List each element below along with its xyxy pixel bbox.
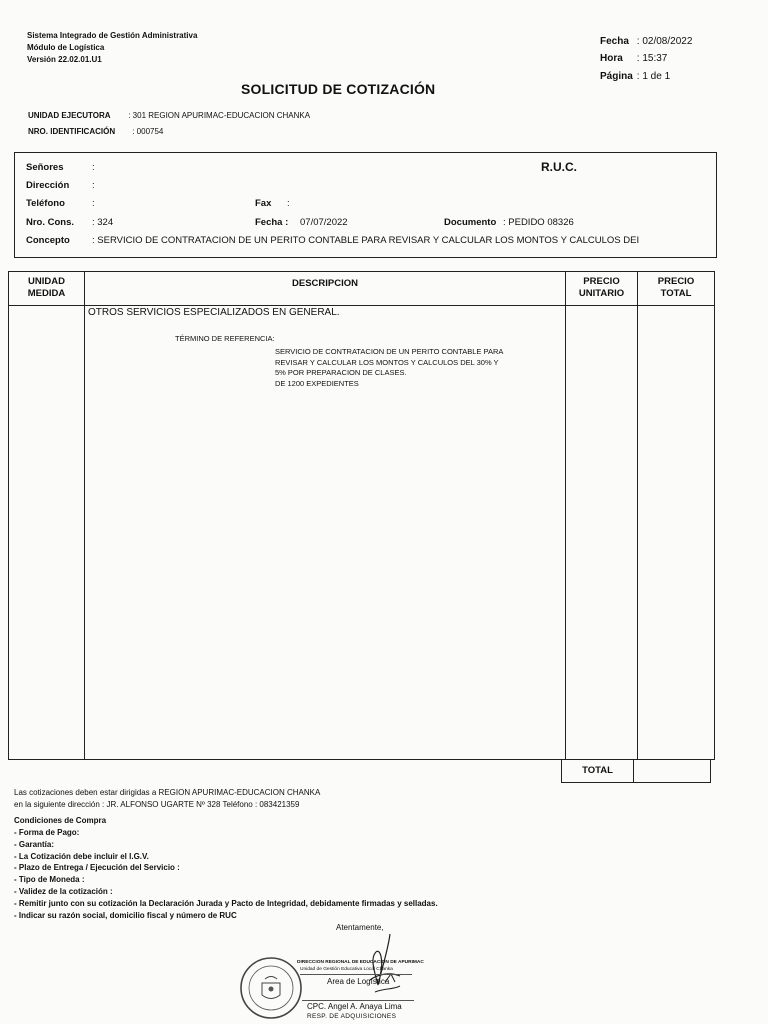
meta-fecha-label: Fecha xyxy=(600,36,629,47)
items-table xyxy=(8,271,715,760)
total-divider xyxy=(633,759,634,782)
col-header-unidad-line1: UNIDAD xyxy=(28,276,65,287)
total-label: TOTAL xyxy=(582,765,613,776)
col-header-pt-line2: TOTAL xyxy=(660,288,692,299)
nro-identificacion-label: NRO. IDENTIFICACIÓN xyxy=(28,127,116,136)
meta-hora-value: : 15:37 xyxy=(636,53,668,64)
col-header-pu-line1: PRECIO xyxy=(583,276,620,287)
col-header-descripcion: DESCRIPCION xyxy=(292,278,358,289)
ref-line: 5% POR PREPARACION DE CLASES. xyxy=(275,368,407,377)
ruc-label: R.U.C. xyxy=(541,160,577,174)
meta-fecha-value: : 02/08/2022 xyxy=(636,36,693,47)
condition-item: - Validez de la cotización : xyxy=(14,886,113,896)
unidad-ejecutora-value: : 301 REGION APURIMAC-EDUCACION CHANKA xyxy=(128,111,311,120)
unidad-ejecutora-label: UNIDAD EJECUTORA xyxy=(28,111,111,120)
signature-icon xyxy=(330,930,420,1000)
stamp-sign-rule xyxy=(302,1000,414,1001)
senores-label: Señores xyxy=(26,162,64,173)
documento-label: Documento xyxy=(444,217,497,228)
footer-line-1: Las cotizaciones deben estar dirigidas a REGION APURIMAC-EDUCACION CHANKA xyxy=(14,788,321,797)
condition-item: - Tipo de Moneda : xyxy=(14,875,85,885)
ref-label: TÉRMINO DE REFERENCIA: xyxy=(175,334,275,343)
table-col-divider-3 xyxy=(637,271,638,759)
telefono-value: : xyxy=(92,198,95,209)
direccion-value: : xyxy=(92,180,95,191)
fax-label: Fax xyxy=(255,198,272,209)
vendor-fecha-value: 07/07/2022 xyxy=(300,217,348,228)
meta-hora-label: Hora xyxy=(600,53,623,64)
stamp-rule xyxy=(300,974,412,975)
version-label: Versión 22.02.01.U1 xyxy=(27,55,102,64)
condition-item: - La Cotización debe incluir el I.G.V. xyxy=(14,851,149,861)
nro-identificacion-value: : 000754 xyxy=(132,127,164,136)
telefono-label: Teléfono xyxy=(26,198,65,209)
nro-identificacion xyxy=(28,127,163,136)
fax-value: : xyxy=(287,198,290,209)
ref-line: REVISAR Y CALCULAR LOS MONTOS Y CALCULOS DEL 30% Y xyxy=(275,357,499,367)
ref-text xyxy=(275,347,503,389)
condition-item: - Indicar su razón social, domicilio fiscal y número de RUC xyxy=(14,910,237,920)
condition-item: - Forma de Pago: xyxy=(14,828,80,837)
nro-cons-label: Nro. Cons. xyxy=(26,217,75,228)
condition-item: - Garantía: xyxy=(14,839,55,849)
ref-line: SERVICIO DE CONTRATACION DE UN PERITO CONTABLE PARA xyxy=(275,347,504,356)
module-name: Módulo de Logística xyxy=(27,43,105,52)
stamp-line-2: Unidad de Gestión Educativa Local Chanka xyxy=(300,967,393,972)
stamp-role: RESP. DE ADQUISICIONES xyxy=(307,1013,397,1020)
senores-value: : xyxy=(92,162,95,173)
nro-cons-value: : 324 xyxy=(92,217,114,228)
ref-line: DE 1200 EXPEDIENTES xyxy=(275,378,359,388)
concepto-label: Concepto xyxy=(26,235,70,246)
closing-text: Atentamente, xyxy=(336,923,384,932)
footer-line-2: en la siguiente dirección : JR. ALFONSO UGARTE Nº 328 Teléfono : 083421359 xyxy=(14,800,300,809)
col-header-precio-unitario xyxy=(566,276,637,300)
item-title: OTROS SERVICIOS ESPECIALIZADOS EN GENERAL. xyxy=(88,307,340,318)
table-col-divider-2 xyxy=(565,271,566,759)
col-header-unidad-line2: MEDIDA xyxy=(27,288,66,299)
meta-pagina-label: Página xyxy=(600,71,633,82)
table-col-divider-1 xyxy=(84,271,85,759)
unidad-ejecutora xyxy=(28,111,310,120)
conditions-list xyxy=(14,827,438,921)
col-header-pt-line1: PRECIO xyxy=(657,276,695,287)
vendor-fecha-label: Fecha : xyxy=(255,217,289,228)
stamp-area: Area de Logística xyxy=(327,977,390,986)
meta-fecha xyxy=(600,33,692,50)
direccion-label: Dirección xyxy=(26,180,70,191)
conditions-title: Condiciones de Compra xyxy=(14,816,107,825)
meta-pagina-value: : 1 de 1 xyxy=(636,71,671,82)
official-seal-icon xyxy=(236,955,306,1021)
documento-value: : PEDIDO 08326 xyxy=(503,217,574,228)
stamp-line-1: DIRECCION REGIONAL DE EDUCACION DE APURIMAC xyxy=(297,960,424,965)
col-header-precio-total xyxy=(638,276,714,300)
concepto-value: : SERVICIO DE CONTRATACION DE UN PERITO CONTABLE PARA REVISAR Y CALCULAR LOS MONTOS Y CALCULOS DEI xyxy=(92,235,640,246)
condition-item: - Remitir junto con su cotización la Declaración Jurada y Pacto de Integridad, debidamente firmadas y selladas. xyxy=(14,898,438,908)
table-header-divider xyxy=(8,305,714,306)
system-name: Sistema Integrado de Gestión Administrativa xyxy=(27,31,198,40)
col-header-pu-line2: UNITARIO xyxy=(578,288,625,299)
stamp-name: CPC. Angel A. Anaya Lima xyxy=(307,1002,402,1011)
meta-pagina xyxy=(600,68,670,85)
document-title: SOLICITUD DE COTIZACIÓN xyxy=(241,81,436,97)
col-header-unidad-medida xyxy=(9,276,84,300)
meta-hora xyxy=(600,50,667,67)
condition-item: - Plazo de Entrega / Ejecución del Servicio : xyxy=(14,863,180,873)
